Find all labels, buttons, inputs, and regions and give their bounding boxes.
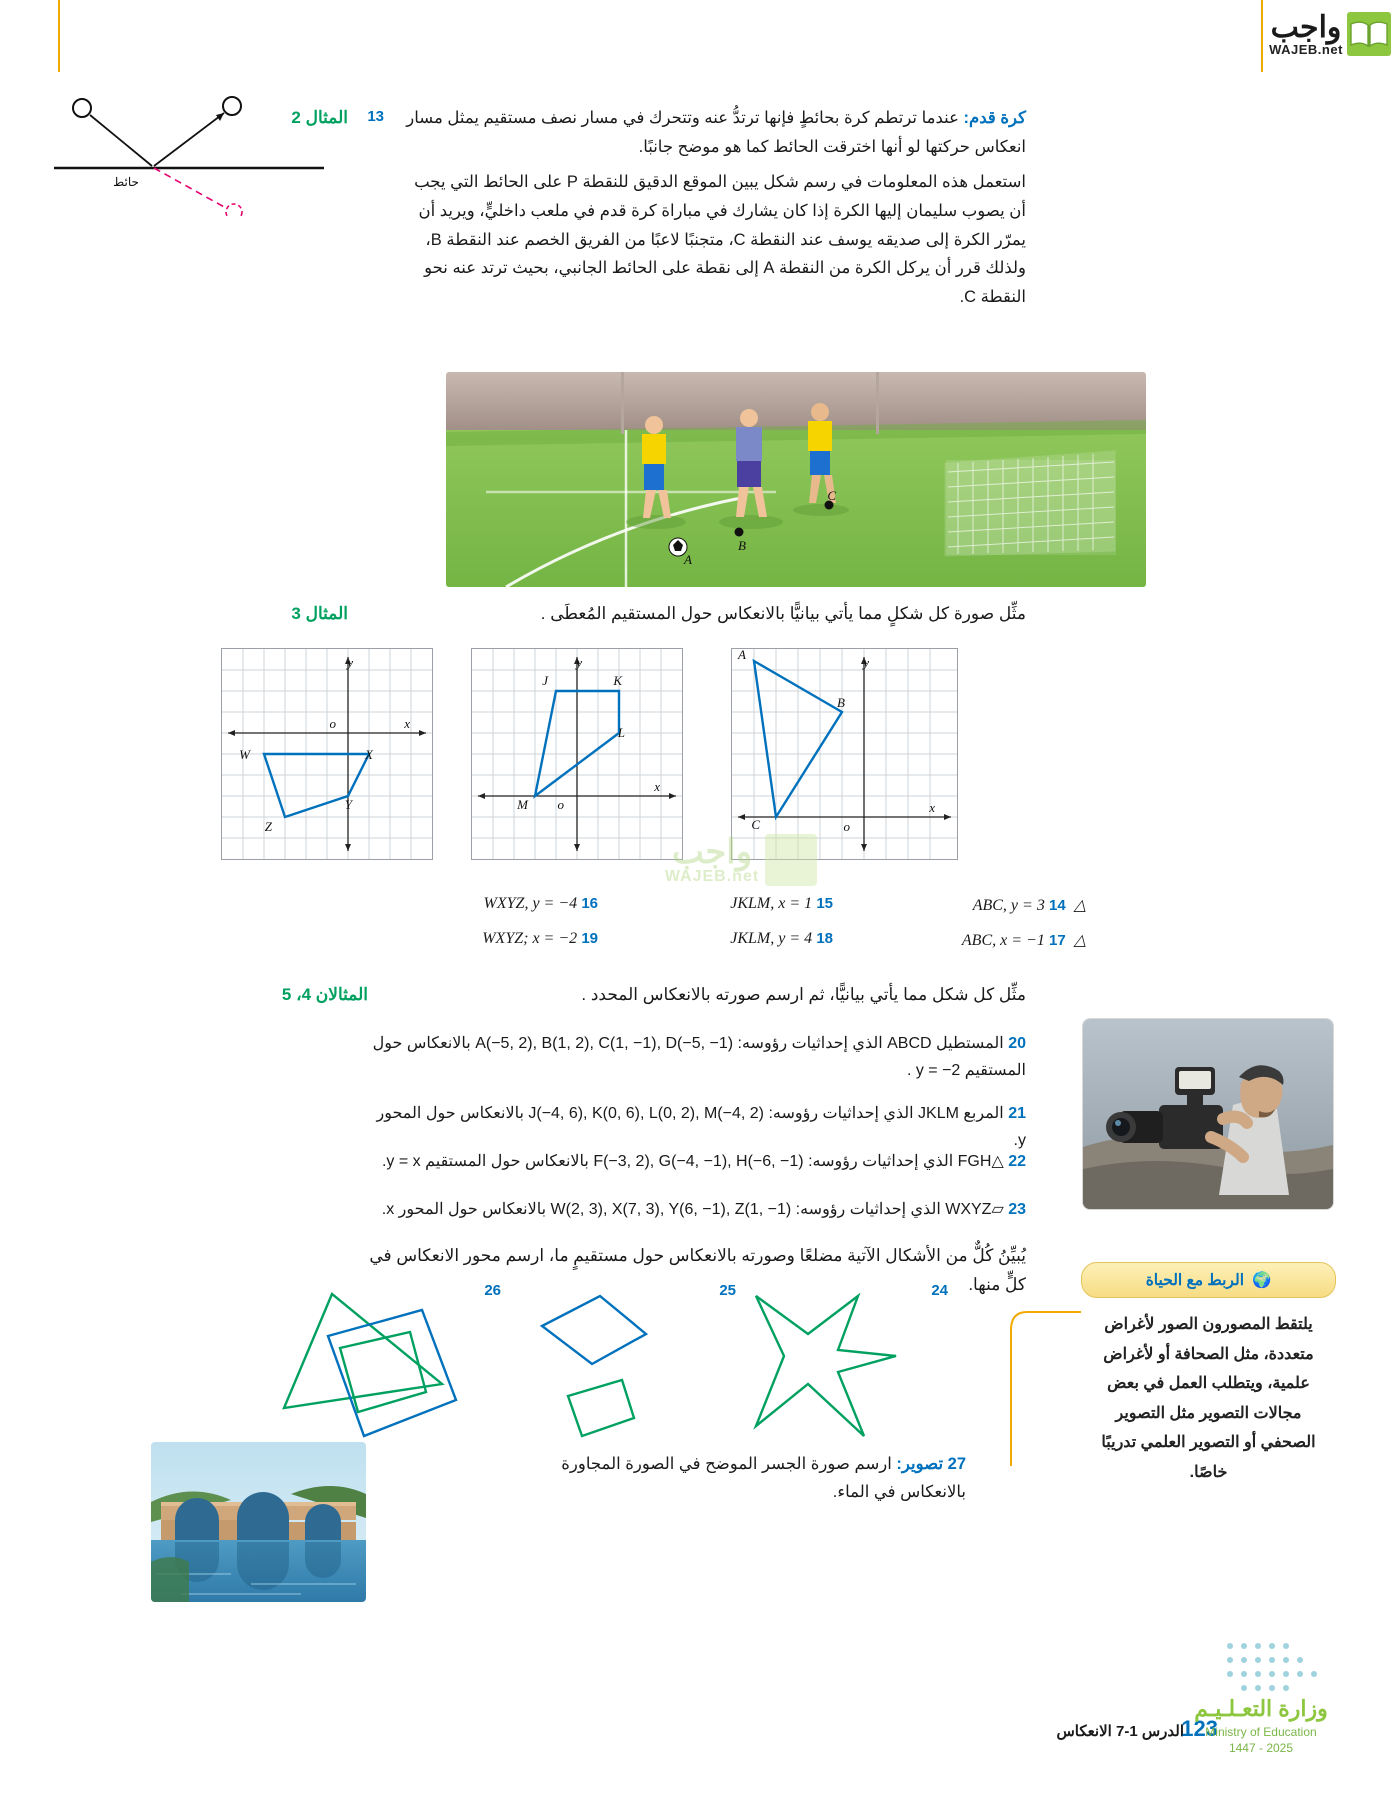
svg-text:x: x [404,716,410,731]
soccer-field-photo [446,372,1146,587]
globe-icon: 🌍 [1252,1271,1272,1289]
svg-text:K: K [613,673,622,688]
example-3-instruction: مثِّل صورة كل شكلٍ مما يأتي بيانيًّا بالانعكاس حول المستقيم المُعطَى . [540,604,1026,623]
svg-text:y: y [576,655,582,670]
life-link-body: يلتقط المصورون الصور لأغراض متعددة، مثل الصحافة أو لأغراض علمية، ويتطلب العمل في بعض مجالات التصوير مثل التصوير الصحفي أو التصوير العلمي تدريبًا خاصًا. [1101,1316,1316,1481]
question-27-title: تصوير: [896,1455,944,1473]
answer-18-text: JKLM, y = 4 [730,930,813,947]
header-rule-left [58,0,60,72]
graph-wxyz [221,648,433,860]
question-22-num: 22 [1008,1153,1026,1170]
svg-text:x: x [654,779,660,794]
figure-24-number: 24 [931,1282,948,1299]
answer-15-text: JKLM, x = 1 [730,895,813,912]
figure-26-number: 26 [484,1282,501,1299]
answer-17-num: 17 [1049,932,1066,949]
question-20 [366,1030,1026,1084]
watermark-name: واجب [671,833,753,871]
figure-26-shape [276,1288,476,1458]
answer-17 [962,930,1086,950]
svg-text:Z: Z [264,819,272,834]
life-link-header [1081,1262,1336,1298]
question-21 [366,1100,1026,1154]
ministry-logo [1186,1694,1336,1756]
answer-19-num: 19 [581,930,598,947]
watermark-book-icon [765,834,817,886]
question-13-text1: عندما ترتطم كرة بحائطٍ فإنها ترتدُّ عنه وتتحرك في مسار نصف مستقيم يمثل مسار انعكاس حركتها لو أنها اخترقت الحائط كما هو موضح جانبًا. [406,109,1026,156]
svg-text:B: B [837,695,845,710]
question-20-text: المستطيل ABCD الذي إحداثيات رؤوسه: A(−5, 2), B(1, 2), C(1, −1), D(−5, −1) بالانعكاس حول المستقيم y = −2 . [372,1035,1026,1080]
logo-name: واجب [1270,10,1342,44]
question-27-num: 27 [947,1455,966,1473]
watermark-text [665,835,759,885]
answer-16 [484,895,606,913]
question-21-num: 21 [1008,1105,1026,1122]
svg-text:x: x [929,800,935,815]
examples-45-instruction: مثِّل كل شكل مما يأتي بيانيًّا، ثم ارسم صورته بالانعكاس المحدد . [581,985,1026,1004]
svg-text:C: C [751,817,760,832]
svg-text:y: y [347,655,353,670]
svg-text:L: L [617,725,625,740]
header-rule-right [1261,0,1263,72]
site-logo [1264,0,1396,68]
question-23-text: ▱WXYZ الذي إحداثيات رؤوسه: W(2, 3), X(7, 3), Y(6, −1), Z(1, −1) بالانعكاس حول المحور x. [381,1201,1004,1218]
answer-14-num: 14 [1049,897,1066,914]
answer-15 [730,895,841,913]
svg-text:Y: Y [344,797,352,812]
svg-text:y: y [863,655,869,670]
answer-19 [482,930,606,948]
answer-17-text: △ABC, x = −1 [961,932,1086,949]
question-13-title: كرة قدم: [963,109,1026,127]
svg-text:o: o [557,797,564,812]
svg-text:A: A [684,552,692,567]
page-number: 123 [1181,1716,1218,1741]
svg-text:C: C [827,488,836,503]
ministry-name-en: Ministry of Education [1205,1724,1317,1739]
svg-text:W: W [239,747,250,762]
svg-text:J: J [542,673,548,688]
question-23 [366,1196,1026,1223]
answer-14-text: △ABC, y = 3 [972,897,1086,914]
photographer-photo [1082,1018,1334,1210]
book-icon [1347,12,1391,56]
ministry-year: 2025 - 1447 [1228,1740,1294,1755]
svg-text:o: o [329,716,336,731]
life-link-card [1081,1262,1336,1488]
watermark-sub: WAJEB.net [664,868,760,885]
figure-24-shape [746,1288,916,1448]
svg-text:o: o [843,819,850,834]
bridge-photo [151,1442,366,1602]
svg-text:A: A [738,648,746,662]
logo-text [1269,10,1343,57]
svg-text:حائط: حائط [113,175,139,189]
life-link-connector [1003,1296,1083,1471]
answer-16-num: 16 [581,895,598,912]
question-22 [366,1148,1026,1175]
question-21-text: المربع JKLM الذي إحداثيات رؤوسه: J(−4, 6), K(0, 6), L(0, 2), M(−4, 2) بالانعكاس حول المحور y. [376,1105,1026,1150]
figure-25-number: 25 [719,1282,736,1299]
answer-15-num: 15 [816,895,833,912]
question-13-body [396,104,1026,312]
examples-45-label: المثالان 4، 5 [281,985,368,1004]
ball-bounce-diagram [44,86,334,216]
question-13-para1 [396,104,1026,162]
question-13-number: 13 [367,108,384,125]
answer-18 [730,930,841,948]
answer-19-text: WXYZ; x = −2 [482,930,578,947]
example-2-label: المثال 2 [291,108,348,127]
ministry-name-ar: وزارة التعـلـيـم [1194,1695,1328,1721]
example-3-label: المثال 3 [291,604,348,623]
svg-text:X: X [365,747,373,762]
svg-text:B: B [738,538,746,553]
answer-14 [973,895,1086,915]
figure-25-shape [526,1288,696,1448]
question-22-text: △FGH الذي إحداثيات رؤوسه: F(−3, 2), G(−4, −1), H(−6, −1) بالانعكاس حول المستقيم y = x. [381,1153,1004,1170]
figures-instruction: يُبيِّنُ كُلٌّ من الأشكال الآتية مضلعًا وصورته بالانعكاس حول مستقيمٍ ما، ارسم محور الانعكاس في كلٍّ منها. [369,1246,1026,1294]
answer-18-num: 18 [816,930,833,947]
question-27 [526,1450,966,1506]
question-13-para2: استعمل هذه المعلومات في رسم شكل يبين الموقع الدقيق للنقطة P على الحائط التي يجب أن يصوب سليمان إليها الكرة إذا كان يشارك في مباراة كرة قدم في ملعب داخليٍّ، ويريد أن يمرّر الكرة إلى صديقه يوسف عند النقطة C، متجنبًا لاعبًا من الفريق الخصم عند النقطة B، ولذلك قرر أن يركل الكرة من النقطة A إلى نقطة على الحائط الجانبي، بحيث ترتد عنه نحو النقطة C. [414,172,1026,307]
footer-lesson-title: الدرس 1-7 الانعكاس [1056,1723,1184,1740]
question-27-text: ارسم صورة الجسر الموضح في الصورة المجاورة بالانعكاس في الماء. [561,1455,966,1502]
svg-text:M: M [517,797,528,812]
question-20-num: 20 [1008,1035,1026,1052]
life-link-header-text: الربط مع الحياة [1145,1271,1245,1289]
logo-sub: WAJEB.net [1269,41,1343,57]
question-23-num: 23 [1008,1201,1026,1218]
answer-16-text: WXYZ, y = −4 [483,895,578,912]
